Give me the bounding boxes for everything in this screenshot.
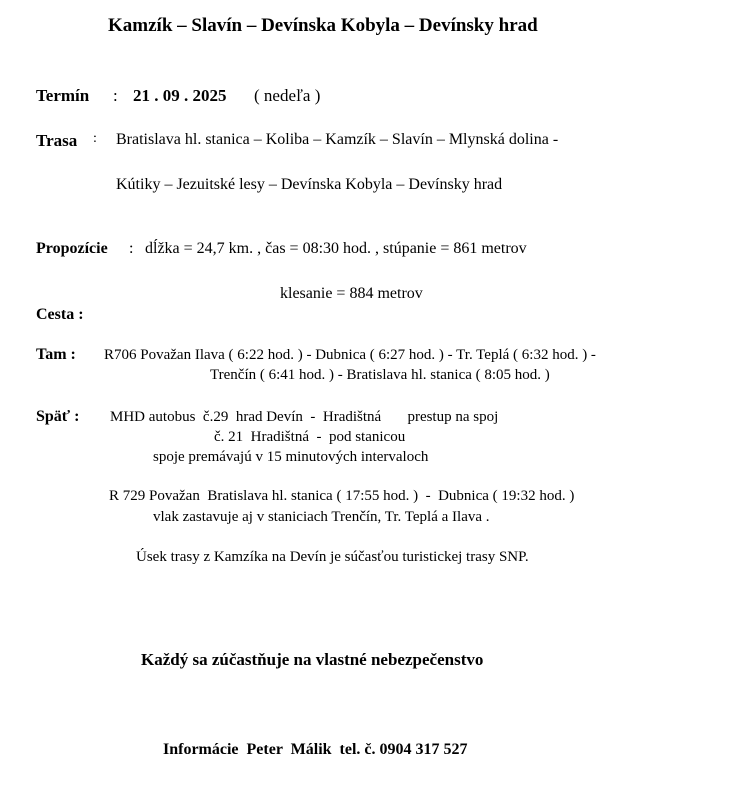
- propozicie-line-1: dĺžka = 24,7 km. , čas = 08:30 hod. , stúpanie = 861 metrov: [145, 240, 527, 257]
- liability-warning: Každý sa zúčastňuje na vlastné nebezpečenstvo: [141, 650, 484, 669]
- spat-line-4: R 729 Považan Bratislava hl. stanica ( 17:55 hod. ) - Dubnica ( 19:32 hod. ): [109, 488, 575, 504]
- trasa-line-2: Kútiky – Jezuitské lesy – Devínska Kobyla – Devínsky hrad: [116, 176, 503, 193]
- spat-label: Späť :: [36, 408, 80, 425]
- trail-note: Úsek trasy z Kamzíka na Devín je súčasťou turistickej trasy SNP.: [136, 549, 529, 565]
- contact-info: Informácie Peter Málik tel. č. 0904 317 527: [163, 741, 468, 758]
- document-title: Kamzík – Slavín – Devínska Kobyla – Devínsky hrad: [108, 15, 538, 36]
- cesta-label: Cesta :: [36, 306, 84, 323]
- spat-line-3: spoje premávajú v 15 minutových intervaloch: [153, 449, 429, 465]
- termin-day: ( nedeľa ): [254, 86, 321, 105]
- tam-label: Tam :: [36, 346, 76, 363]
- tam-line-2: Trenčín ( 6:41 hod. ) - Bratislava hl. stanica ( 8:05 hod. ): [210, 367, 550, 383]
- tam-line-1: R706 Považan Ilava ( 6:22 hod. ) - Dubnica ( 6:27 hod. ) - Tr. Teplá ( 6:32 hod. ) -: [104, 347, 596, 363]
- propozicie-line-2: klesanie = 884 metrov: [280, 285, 423, 302]
- termin-separator: :: [113, 86, 118, 105]
- trasa-label: Trasa: [36, 131, 78, 150]
- termin-date: 21 . 09 . 2025: [133, 86, 227, 105]
- spat-line-1: MHD autobus č.29 hrad Devín - Hradištná prestup na spoj: [110, 409, 499, 425]
- propozicie-label: Propozície: [36, 240, 108, 257]
- spat-line-5: vlak zastavuje aj v staniciach Trenčín, Tr. Teplá a Ilava .: [153, 509, 490, 525]
- trasa-line-1: Bratislava hl. stanica – Koliba – Kamzík – Slavín – Mlynská dolina -: [116, 131, 559, 148]
- termin-label: Termín: [36, 86, 90, 105]
- spat-line-2: č. 21 Hradištná - pod stanicou: [214, 429, 406, 445]
- trasa-separator: :: [93, 131, 97, 146]
- propozicie-separator: :: [129, 240, 134, 257]
